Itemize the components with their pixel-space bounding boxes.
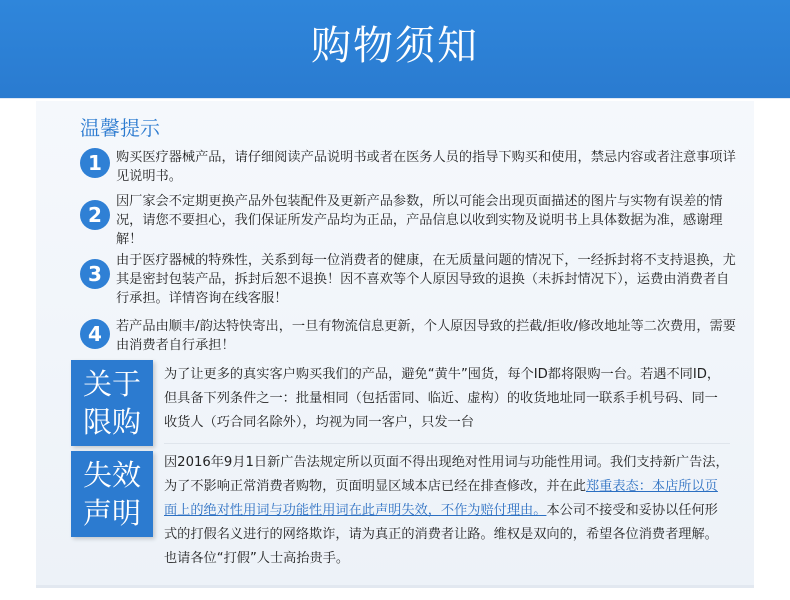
tips-title: 温馨提示 [80,116,160,140]
disclaimer-text-intro: 因2016年9月1日新广告法规定所以页面不得出现绝对性用词与功能性用词。我们支持新广告法，为了不影响正常消费者购物，页面明显区域本店已经在排查修改，并在此 [164,455,729,494]
limit-label [71,360,153,446]
tip-item-1 [80,148,736,192]
tip-item-4 [80,317,736,357]
tip-item-2 [80,192,723,252]
header-banner [0,0,790,99]
disclaimer-label-line1: 失效 [82,458,141,492]
notice-panel [36,101,754,588]
limit-text: 为了让更多的真实客户购买我们的产品，避免“黄牛”囤货，每个ID都将限购一台。若遇不同ID，但具备下列条件之一：批量相同（包括雷同、临近、虚构）的收货地址同一联系手机号码、同一收货人（巧合同名除外），均视为同一客户，只发一台 [164,367,721,430]
page-title: 购物须知 [311,23,479,69]
disclaimer-label [71,451,153,537]
limit-label-line2: 限购 [82,405,141,439]
limit-label-line1: 关于 [82,367,141,401]
section-divider [164,443,730,444]
number-2-icon: 2 [80,200,110,230]
tip-text: 因厂家会不定期更换产品外包装配件及更新产品参数，所以可能会出现页面描述的图片与实物有误差的情况，请您不要担心，我们保证所发产品均为正品，产品信息以收到实物及说明书上具体数据为准，感谢理解！ [116,194,723,247]
number-4-icon: 4 [80,319,110,349]
number-1-icon: 1 [80,148,110,178]
disclaimer-statement-link[interactable]: 郑重表态：本店所以页面上的绝对性用词与功能性用词在此声明失效，不作为赔付理由。 [164,479,718,518]
disclaimer-text-outro: 本公司不接受和妥协以任何形式的打假名义进行的网络欺诈，请为真正的消费者让路。维权是双向的，希望各位消费者理解。也请各位“打假”人士高抬贵手。 [164,503,718,566]
number-3-icon: 3 [80,259,110,289]
tip-text: 若产品由顺丰/韵达特快寄出，一旦有物流信息更新，个人原因导致的拦截/拒收/修改地址等二次费用，需要由消费者自行承担！ [116,319,736,353]
tip-item-3 [80,251,736,311]
tip-text: 购买医疗器械产品，请仔细阅读产品说明书或者在医务人员的指导下购买和使用，禁忌内容或者注意事项详见说明书。 [116,150,736,184]
disclaimer-text [164,451,730,571]
disclaimer-label-line2: 声明 [82,496,141,530]
tip-text: 由于医疗器械的特殊性，关系到每一位消费者的健康，在无质量问题的情况下，一经拆封将不支持退换，尤其是密封包装产品，拆封后恕不退换！因不喜欢等个人原因导致的退换（未拆封情况下），运费由消费者自行承担。详情咨询在线客服！ [116,253,736,306]
